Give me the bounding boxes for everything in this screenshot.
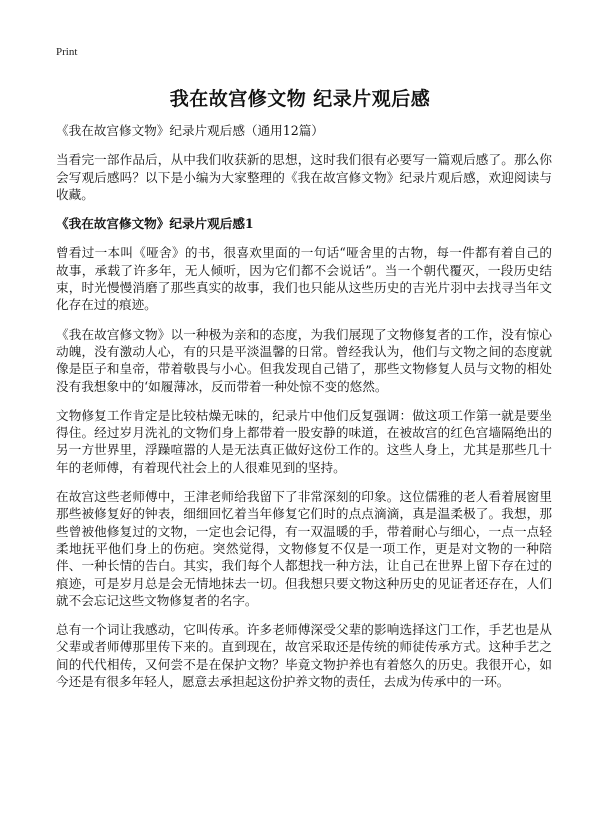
- intro-paragraph: 当看完一部作品后，从中我们收获新的思想，这时我们很有必要写一篇观后感了。那么你会写观后感吗？以下是小编为大家整理的《我在故宫修文物》纪录片观后感，欢迎阅读与收藏。: [56, 152, 552, 202]
- body-paragraph-5: 总有一个词让我感动，它叫传承。许多老师傅深受父辈的影响选择这门工作，手艺也是从父辈或者师傅那里传下来的。直到现在，故宫采取还是传统的师徒传承方式。这种手艺之间的代代相传，又何尝不是在保护文物？毕竟文物护养也有着悠久的历史。我很开心，如今还是有很多年轻人，愿意去承担起这份护养文物的责任，去成为传承中的一环。: [56, 622, 552, 690]
- print-label[interactable]: Print: [56, 46, 78, 58]
- article-body: [56, 122, 552, 702]
- body-paragraph-1: 曾看过一本叫《哑舍》的书，很喜欢里面的一句话“哑舍里的古物，每一件都有着自己的故事，承载了许多年，无人倾听，因为它们都不会说话”。当一个朝代覆灭，一段历史结束，时光慢慢消磨了那些真实的故事，我们也只能从这些历史的吉光片羽中去找寻当年文化存在过的痕迹。: [56, 245, 552, 313]
- page-title: 我在故宫修文物 纪录片观后感: [169, 88, 431, 110]
- section-heading: 《我在故宫修文物》纪录片观后感1: [56, 216, 254, 232]
- body-paragraph-2: 《我在故宫修文物》以一种极为亲和的态度，为我们展现了文物修复者的工作，没有惊心动魄，没有激动人心，有的只是平淡温馨的日常。曾经我认为，他们与文物之间的态度就像是臣子和皇帝，带着敬畏与小心。但我发现自己错了，那些文物修复人员与文物的相处没有我想象中的‘如履薄冰，反而带着一种处惊不变的悠然。: [56, 326, 552, 394]
- body-paragraph-4: 在故宫这些老师傅中，王津老师给我留下了非常深刻的印象。这位儒雅的老人看着展窗里那些被修复好的钟表，细细回忆着当年修复它们时的点点滴滴，真是温柔极了。我想，那些曾被他修复过的文物，一定也会记得，有一双温暖的手，带着耐心与细心，一点一点轻柔地抚平他们身上的伤疤。突然觉得，文物修复不仅是一项工作，更是对文物的一种陪伴、一种长情的告白。其实，我们每个人都想找一种方法，让自己在世界上留下存在过的痕迹，可是岁月总是会无情地抹去一切。但我想只要文物这种历史的见证者还存在，人们就不会忘记这些文物修复者的名字。: [56, 489, 552, 608]
- article-subtitle: 《我在故宫修文物》纪录片观后感（通用12篇）: [56, 123, 324, 138]
- body-paragraph-3: 文物修复工作肯定是比较枯燥无味的，纪录片中他们反复强调：做这项工作第一就是要坐得住。经过岁月洗礼的文物们身上都带着一股安静的味道，在被故宫的红色宫墙隔绝出的另一方世界里，浮躁喧嚣的人是无法真正做好这份工作的。这些人身上，尤其是那些几十年的老师傅，有着现代社会上的人很难见到的坚持。: [56, 407, 552, 475]
